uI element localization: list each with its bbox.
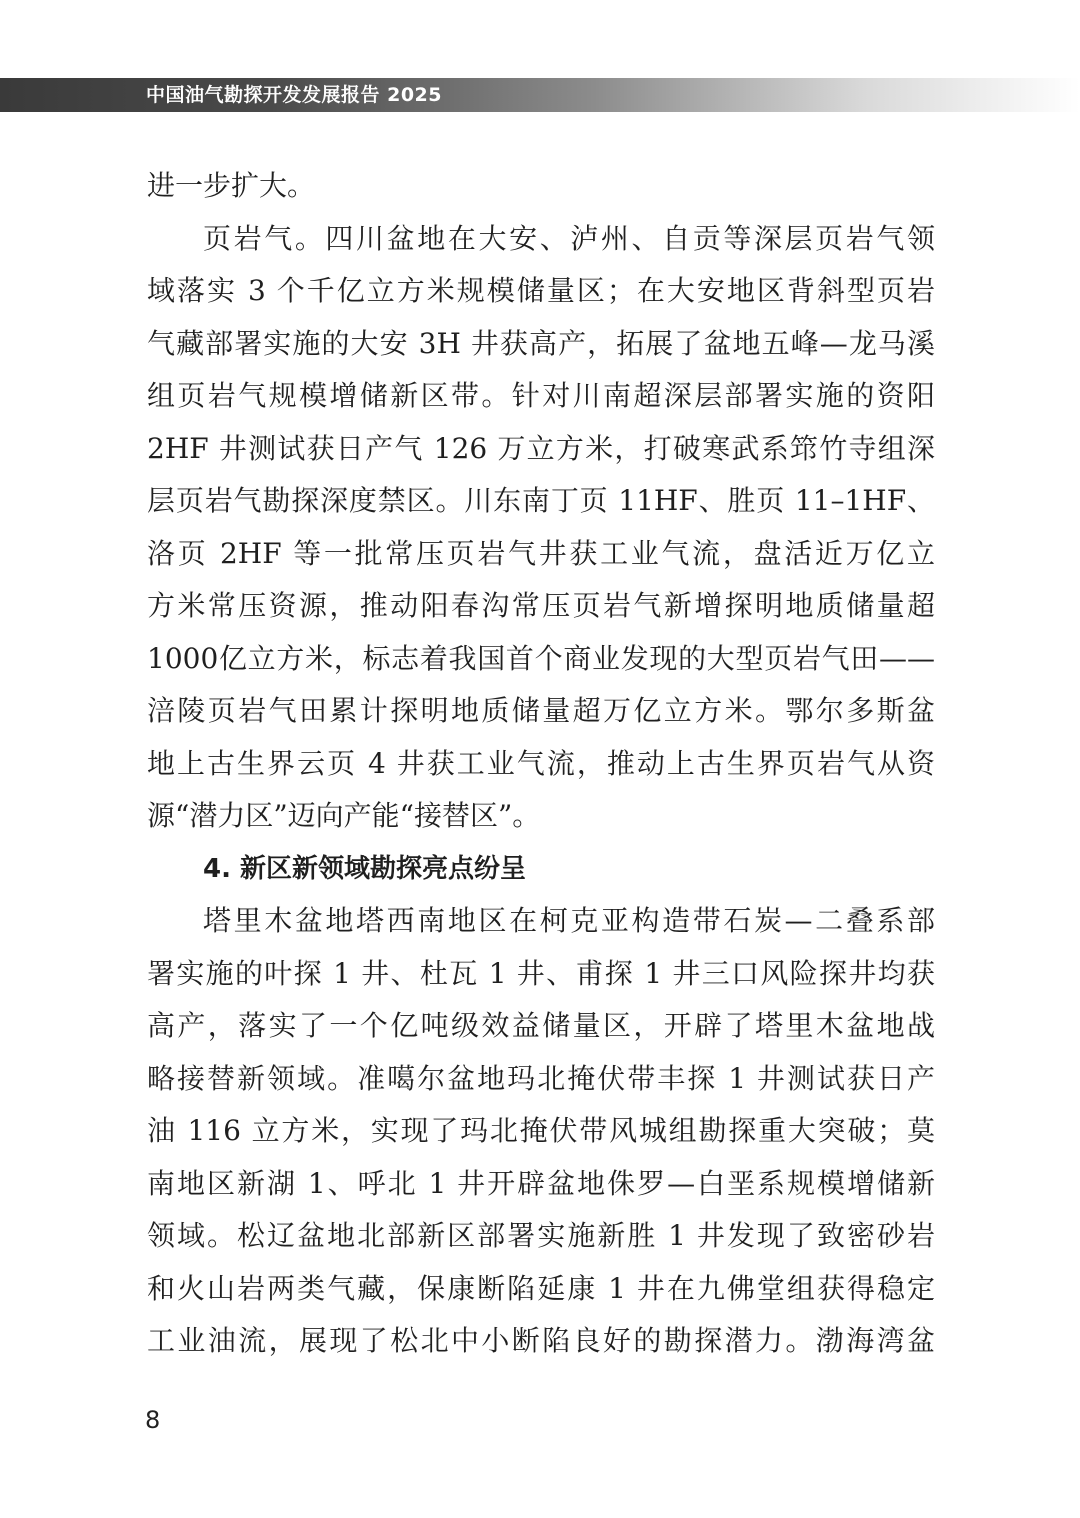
text-line: 方米常压资源，推动阳春沟常压页岩气新增探明地质储量超: [147, 589, 935, 622]
text-line: 署实施的叶探 1 井、杜瓦 1 井、甫探 1 井三口风险探井均获: [147, 956, 935, 990]
section-heading: 4. 新区新领域勘探亮点纷呈: [203, 853, 527, 884]
text-line: 页岩气。四川盆地在大安、泸州、自贡等深层页岩气领: [203, 221, 935, 255]
text-line: 进一步扩大。: [147, 169, 316, 202]
running-header-bar: [0, 78, 1080, 112]
body-text: [147, 160, 935, 1368]
text-line: 和火山岩两类气藏，保康断陷延康 1 井在九佛堂组获得稳定: [147, 1271, 935, 1305]
text-line: 南地区新湖 1、呼北 1 井开辟盆地侏罗—白垩系规模增储新: [147, 1166, 935, 1200]
text-line: 工业油流，展现了松北中小断陷良好的勘探潜力。渤海湾盆: [147, 1324, 935, 1357]
text-line: 领域。松辽盆地北部新区部署实施新胜 1 井发现了致密砂岩: [147, 1219, 935, 1252]
text-line: 2HF 井测试获日产气 126 万立方米，打破寒武系筇竹寺组深: [147, 431, 935, 465]
text-line: 塔里木盆地塔西南地区在柯克亚构造带石炭—二叠系部: [203, 904, 935, 937]
text-line: 油 116 立方米，实现了玛北掩伏带风城组勘探重大突破；莫: [147, 1114, 935, 1147]
text-line: 1000亿立方米，标志着我国首个商业发现的大型页岩气田——: [147, 641, 935, 675]
text-line: 层页岩气勘探深度禁区。川东南丁页 11HF、胜页 11–1HF、: [147, 484, 935, 517]
text-line: 气藏部署实施的大安 3H 井获高产，拓展了盆地五峰—龙马溪: [147, 326, 935, 360]
text-line: 略接替新领域。准噶尔盆地玛北掩伏带丰探 1 井测试获日产: [147, 1061, 935, 1095]
text-line: 高产，落实了一个亿吨级效益储量区，开辟了塔里木盆地战: [147, 1009, 935, 1042]
text-line: 地上古生界云页 4 井获工业气流，推动上古生界页岩气从资: [147, 746, 935, 780]
text-line: 洛页 2HF 等一批常压页岩气井获工业气流，盘活近万亿立: [147, 536, 935, 570]
page-number: 8: [145, 1406, 161, 1434]
text-line: 组页岩气规模增储新区带。针对川南超深层部署实施的资阳: [147, 379, 935, 412]
text-line: 源“潜力区”迈向产能“接替区”。: [147, 799, 541, 832]
running-header-title: 中国油气勘探开发发展报告 2025: [146, 84, 442, 106]
text-line: 域落实 3 个千亿立方米规模储量区；在大安地区背斜型页岩: [147, 274, 935, 307]
text-line: 涪陵页岩气田累计探明地质储量超万亿立方米。鄂尔多斯盆: [147, 694, 935, 727]
